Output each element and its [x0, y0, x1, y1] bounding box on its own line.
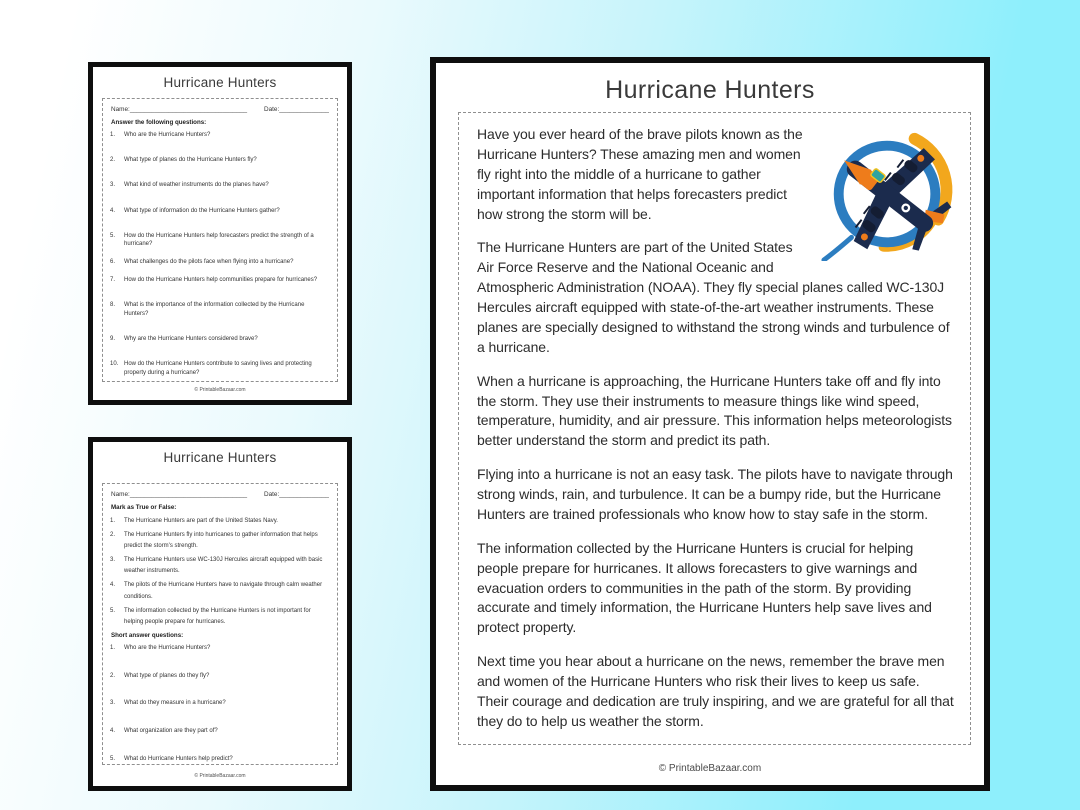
question-text: What type of planes do the Hurricane Hunters fly?	[124, 157, 257, 164]
shortanswer-item	[110, 644, 330, 653]
item-number: 3.	[110, 700, 116, 707]
question-text: Why are the Hurricane Hunters considered brave?	[124, 335, 258, 342]
question-text: What is the importance of the information collected by the Hurricane Hunters?	[124, 302, 305, 317]
passage-dashed-frame	[458, 112, 971, 745]
item-text: The Hurricane Hunters are part of the United States Navy.	[124, 518, 278, 524]
item-number: 2.	[110, 532, 116, 539]
truefalse-item	[110, 516, 330, 527]
item-number: 5.	[110, 607, 116, 614]
shortanswer-heading: Short answer questions:	[111, 631, 184, 639]
item-text: The pilots of the Hurricane Hunters have to navigate through calm weather conditions.	[124, 582, 323, 600]
passage-paragraph: When a hurricane is approaching, the Hurricane Hunters take off and fly into the storm. They use their instruments to measure things like wind speed, temperature, humidity, and air pressure. This information helps meteorologists better understand the storm and predict its path.	[477, 372, 952, 449]
item-number: 4.	[110, 727, 116, 734]
question-item	[110, 181, 330, 190]
truefalse-heading: Mark as True or False:	[111, 504, 177, 511]
passage-paragraph: Flying into a hurricane is not an easy task. The pilots have to navigate through strong winds, rain, and turbulence. It can be a bumpy ride, but the Hurricane Hunters are trained professionals who know how to stay safe in the storm.	[477, 466, 953, 522]
item-text: The Hurricane Hunters fly into hurricanes to gather information that helps predict the storm's strength.	[124, 532, 318, 550]
copyright-footer: © PrintableBazaar.com	[658, 763, 762, 774]
question-item	[110, 232, 330, 249]
passage-paragraph: The Hurricane Hunters are part of the United States Air Force Reserve and the National Oceanic and Atmospheric Administration (NOAA). They fly special planes called WC-130J Hercules aircraft equipped with state-of-the-art weather instruments. These planes are specially designed to withstand the strong winds and turbulence of a hurricane.	[477, 239, 950, 355]
shortanswer-item	[110, 755, 330, 764]
section-heading: Answer the following questions:	[111, 119, 207, 126]
item-number: 4.	[110, 582, 116, 589]
question-text: What kind of weather instruments do the planes have?	[124, 182, 269, 189]
question-text: What challenges do the pilots face when flying into a hurricane?	[124, 259, 294, 266]
question-number: 6.	[110, 259, 116, 266]
passage-paragraph: Next time you hear about a hurricane on the news, remember the brave men and women of the Hurricane Hunters who risk their lives to keep us safe. Their courage and dedication are truly inspiring, and we are grateful for all that they do to help us weather the storm.	[477, 653, 954, 729]
truefalse-item	[110, 555, 330, 577]
date-field: Date:______________	[263, 491, 329, 498]
name-field: Name:_________________________________	[111, 106, 248, 113]
item-number: 3.	[110, 557, 116, 564]
question-item	[110, 131, 330, 140]
question-item	[110, 335, 330, 344]
copyright-footer: © PrintableBazaar.com	[194, 387, 246, 393]
question-number: 10.	[110, 361, 119, 368]
item-text: The Hurricane Hunters use WC-130J Hercules aircraft equipped with basic weather instruments.	[124, 557, 323, 575]
item-number: 2.	[110, 672, 116, 679]
page-title: Hurricane Hunters	[163, 450, 277, 465]
airplane-icon	[816, 123, 958, 261]
shortanswer-item	[110, 699, 330, 708]
question-item	[110, 360, 330, 377]
name-date-row	[111, 491, 329, 498]
worksheet-questions-page	[88, 62, 352, 405]
question-text: How do the Hurricane Hunters help communities prepare for hurricanes?	[124, 276, 318, 283]
item-number: 1.	[110, 518, 116, 524]
truefalse-list	[110, 516, 330, 628]
passage-paragraph: The information collected by the Hurricane Hunters is crucial for helping people prepare for hurricanes. It allows forecasters to give warnings and evacuation orders to communities in the path of the storm. By providing accurate and timely information, the Hurricane Hunters help save lives and protect property.	[477, 539, 932, 636]
passage-paragraph: Have you ever heard of the brave pilots known as the Hurricane Hunters? These amazing men and women fly right into the middle of a hurricane to gather important information that helps forecasters predict how strong the storm will be.	[477, 126, 803, 222]
question-text: Who are the Hurricane Hunters?	[124, 132, 211, 138]
question-item	[110, 258, 330, 267]
item-text: What do they measure in a hurricane?	[124, 700, 226, 707]
question-number: 8.	[110, 302, 116, 308]
worksheet-truefalse-page	[88, 437, 352, 791]
question-item	[110, 156, 330, 165]
page-title: Hurricane Hunters	[605, 76, 815, 104]
page-title: Hurricane Hunters	[163, 75, 277, 90]
item-number: 5.	[110, 755, 116, 762]
question-text: What type of information do the Hurricane Hunters gather?	[124, 207, 280, 214]
truefalse-item	[110, 580, 330, 602]
question-item	[110, 301, 330, 318]
worksheet-dashed-frame	[102, 98, 338, 382]
question-text: How do the Hurricane Hunters help forecasters predict the strength of a hurricane?	[124, 232, 314, 248]
item-text: What type of planes do they fly?	[124, 672, 210, 679]
item-text: Who are the Hurricane Hunters?	[124, 644, 211, 651]
question-number: 1.	[110, 132, 116, 138]
question-number: 3.	[110, 182, 116, 189]
shortanswer-item	[110, 727, 330, 736]
question-number: 4.	[110, 207, 116, 214]
shortanswer-list	[110, 644, 330, 763]
copyright-footer: © PrintableBazaar.com	[194, 773, 246, 779]
question-item	[110, 207, 330, 216]
name-field: Name:_________________________________	[111, 491, 248, 498]
hurricane-hunter-plane-illustration	[816, 123, 958, 261]
worksheet-dashed-frame	[102, 483, 338, 765]
item-number: 1.	[110, 644, 116, 651]
question-number: 5.	[110, 232, 116, 239]
question-number: 9.	[110, 335, 116, 342]
reading-passage-page	[430, 57, 990, 791]
shortanswer-item	[110, 672, 330, 681]
item-text: What do Hurricane Hunters help predict?	[124, 755, 233, 762]
truefalse-item	[110, 606, 330, 628]
date-field: Date:______________	[263, 106, 329, 113]
question-text: How do the Hurricane Hunters contribute to saving lives and protecting property during a hurricane?	[124, 361, 312, 376]
truefalse-item	[110, 530, 330, 552]
question-item	[110, 276, 330, 285]
item-text: The information collected by the Hurricane Hunters is not important for helping people prepare for hurricanes.	[124, 607, 311, 625]
name-date-row	[111, 106, 329, 113]
question-number: 7.	[110, 276, 116, 283]
question-number: 2.	[110, 157, 116, 164]
item-text: What organization are they part of?	[124, 727, 218, 734]
